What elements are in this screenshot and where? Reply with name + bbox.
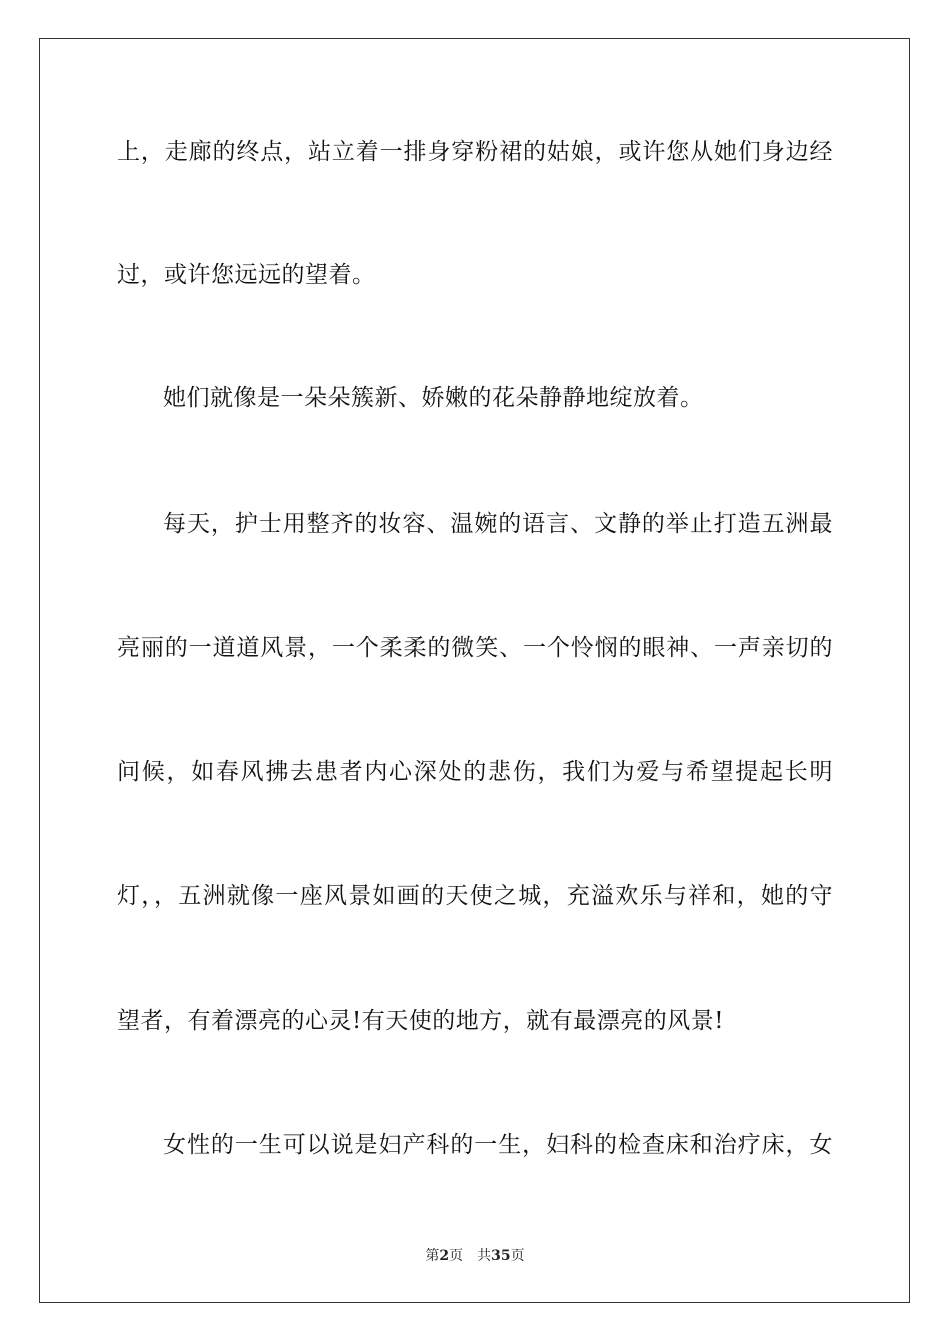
page-border <box>39 38 910 1303</box>
text-line-2: 过，或许您远远的望着。 <box>117 262 376 288</box>
text-line-6: 问候，如春风拂去患者内心深处的悲伤，我们为爱与希望提起长明 <box>117 759 833 785</box>
page-footer <box>0 1247 950 1265</box>
total-pages: 35 <box>491 1248 511 1264</box>
text-line-7: 灯，，五洲就像一座风景如画的天使之城，充溢欢乐与祥和，她的守 <box>117 883 833 909</box>
page-prefix: 第 <box>425 1248 440 1264</box>
text-line-4: 每天，护士用整齐的妆容、温婉的语言、文静的举止打造五洲最 <box>163 511 833 537</box>
page-number: 2 <box>439 1248 450 1264</box>
text-line-3: 她们就像是一朵朵簇新、娇嫩的花朵静静地绽放着。 <box>163 385 704 411</box>
text-line-8: 望者，有着漂亮的心灵!有天使的地方，就有最漂亮的风景! <box>117 1008 724 1034</box>
page-suffix: 页 <box>449 1248 464 1264</box>
text-line-5: 亮丽的一道道风景，一个柔柔的微笑、一个怜悯的眼神、一声亲切的 <box>117 635 833 661</box>
text-line-1: 上，走廊的终点，站立着一排身穿粉裙的姑娘，或许您从她们身边经 <box>117 139 833 165</box>
text-line-9: 女性的一生可以说是妇产科的一生，妇科的检查床和治疗床，女 <box>163 1132 833 1158</box>
total-prefix: 共 <box>477 1248 492 1264</box>
total-suffix: 页 <box>510 1248 525 1264</box>
